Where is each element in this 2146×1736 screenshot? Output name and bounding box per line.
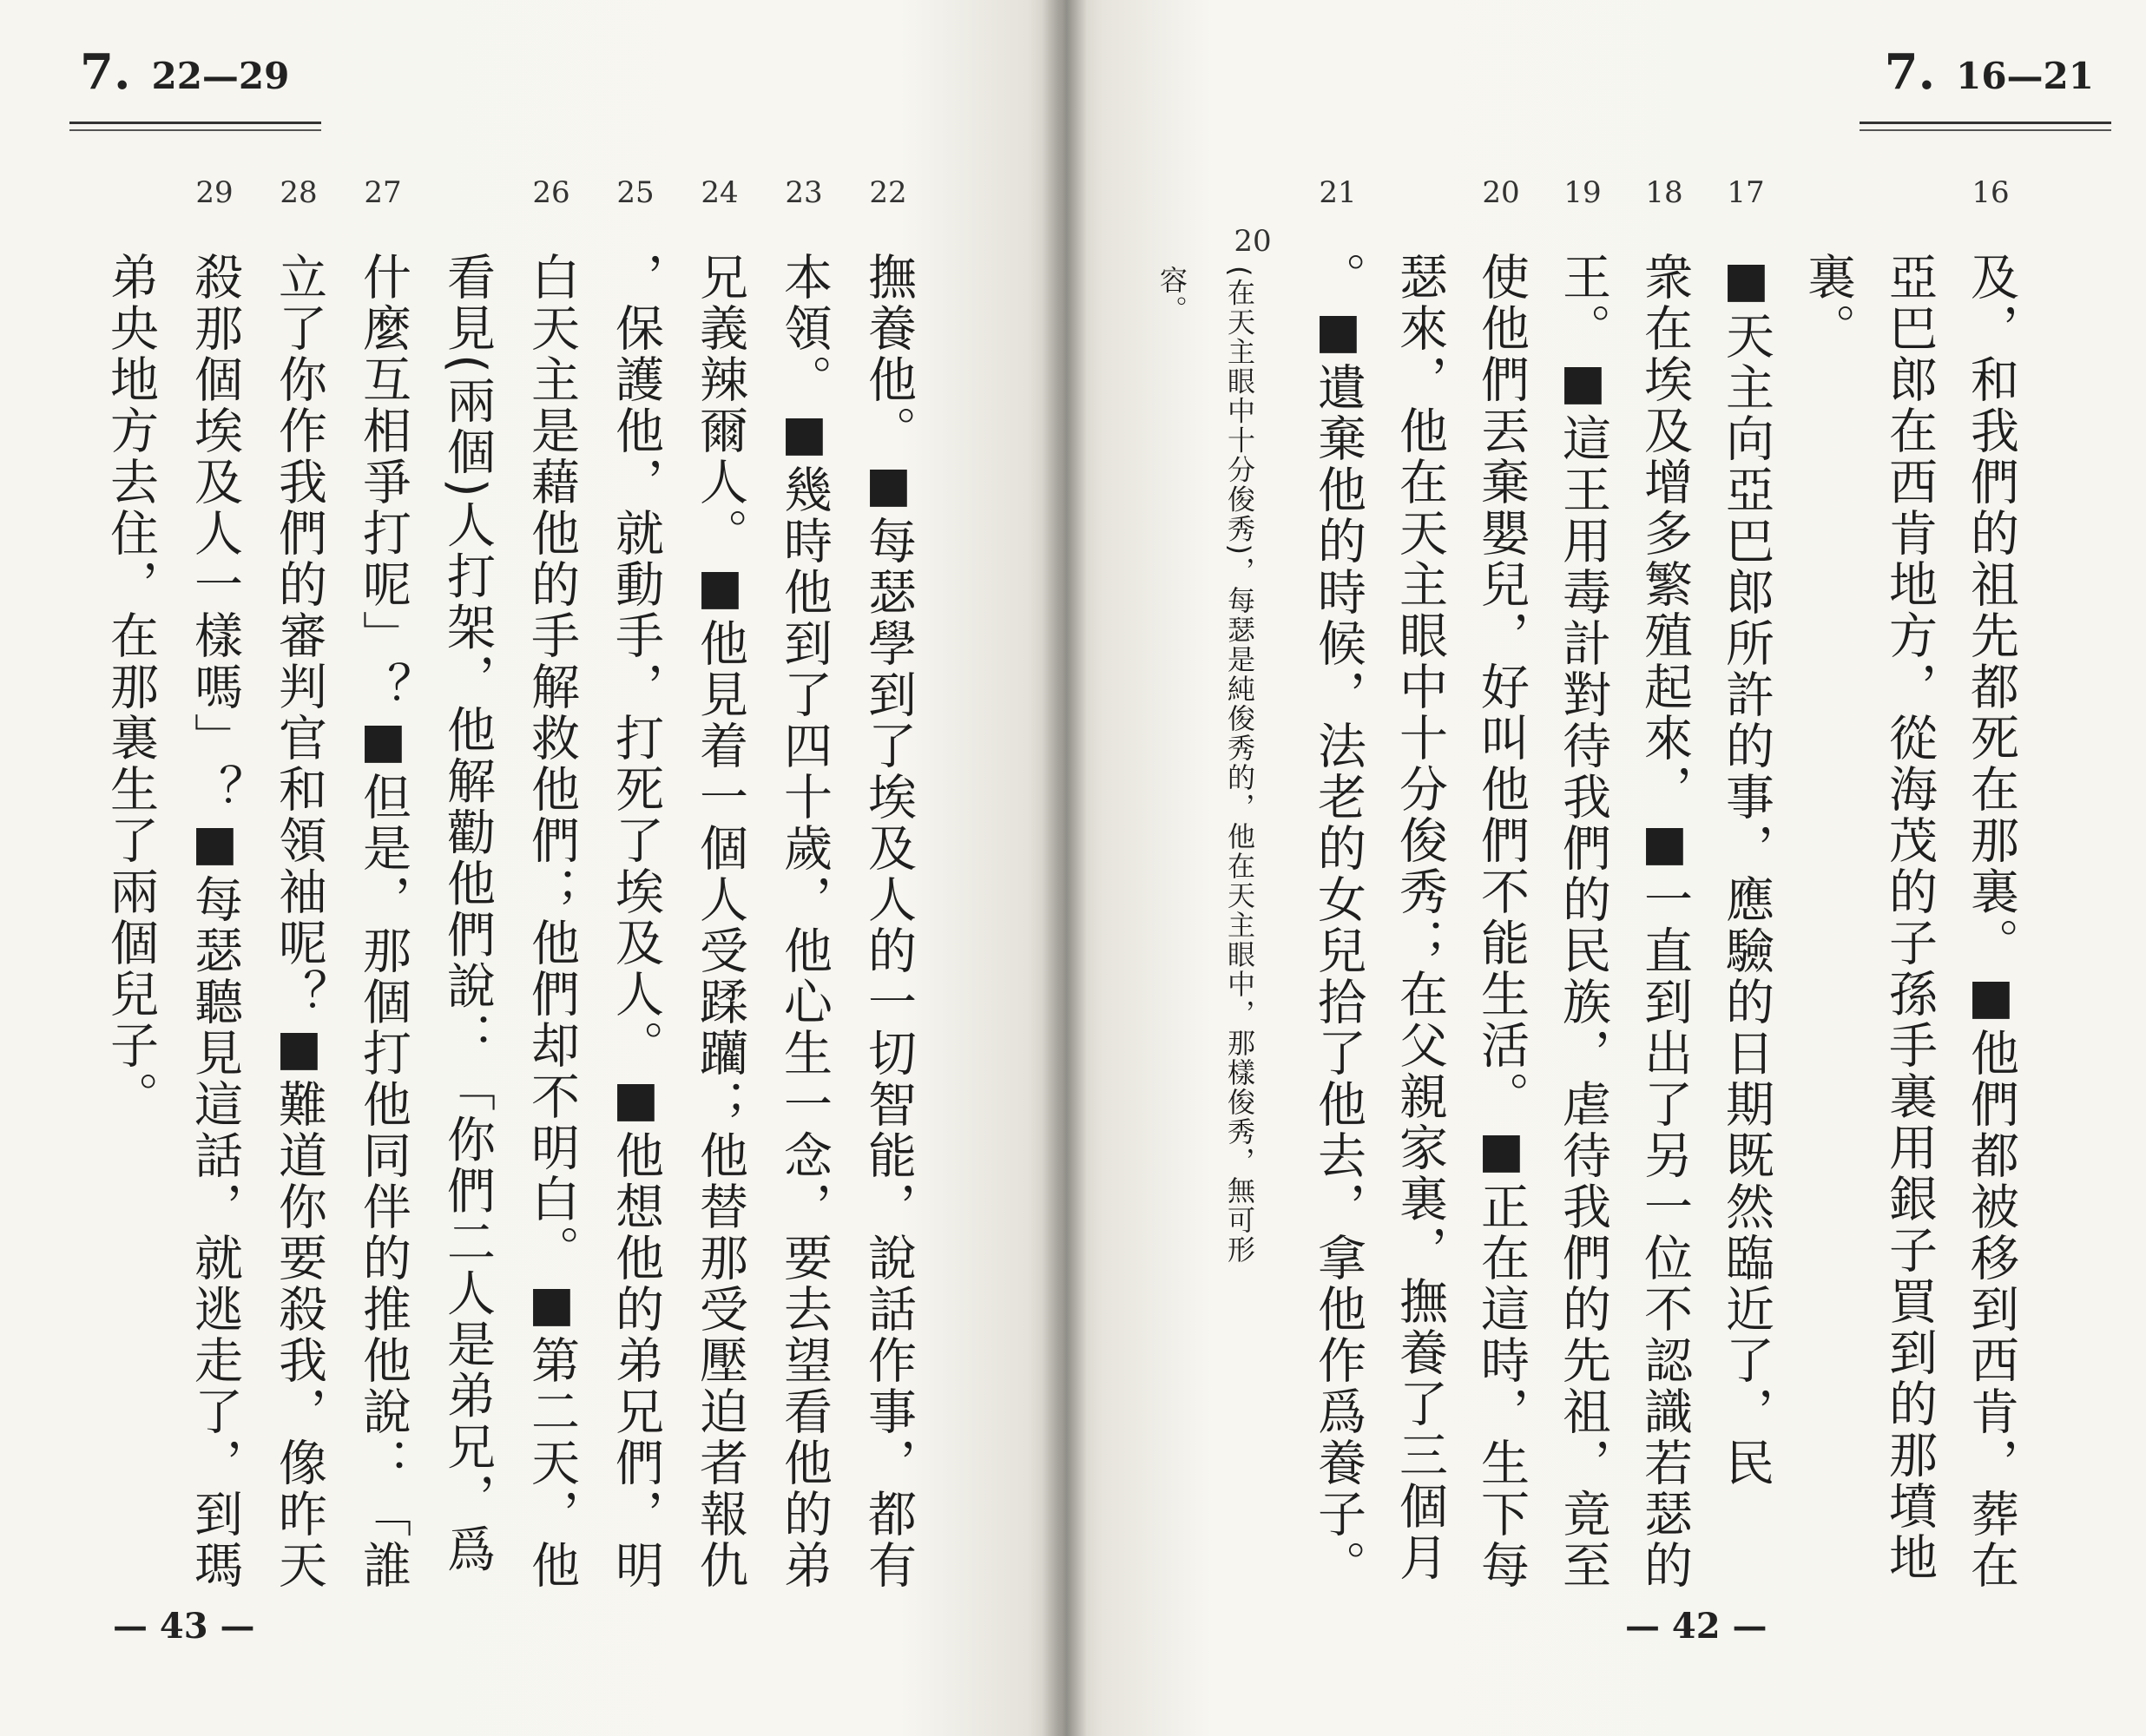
column-text: 及，和我們的祖先都死在那裏。■他們都被移到西肯，葬在 [1963, 252, 2019, 1591]
verse-number: 19 [1563, 175, 1602, 210]
text-column [1309, 168, 1366, 1591]
column-text: 殺那個埃及人一樣嗎」？■每瑟聽見這話，就逃走了，到瑪 [187, 252, 243, 1591]
footnote-marker: 20 [1234, 224, 1272, 259]
column-text: 使他們丟棄嬰兒，好叫他們不能生活。■正在這時，生下每 [1473, 252, 1530, 1591]
chapter-number: 7. [80, 43, 131, 101]
header-rule [69, 122, 321, 131]
verse-number [1880, 168, 1938, 217]
verse-number: 16 [1972, 175, 2010, 210]
verse-number: 29 [195, 175, 234, 210]
column-text: 立了你作我們的審判官和領袖呢？■難道你要殺我，像昨天 [271, 252, 327, 1591]
text-column [1554, 168, 1611, 1591]
text-column [102, 168, 159, 1122]
verse-number: 28 [280, 175, 318, 210]
column-text: 王。■這王用毒計對待我們的民族，虐待我們的先祖，竟至 [1555, 252, 1611, 1591]
right-page [1059, 0, 2146, 1736]
page-number: — 42 — [1625, 1606, 1767, 1647]
text-column [691, 168, 748, 1591]
column-text: 撫養他。■每瑟學到了埃及人的一切智能，說話作事，都有 [860, 252, 917, 1591]
column-text: 瑟來，他在天主眼中十分俊秀；在父親家裏，撫養了三個月 [1392, 252, 1448, 1583]
column-text: 看見(兩個)人打架，他解勸他們說：「你們二人是弟兄，爲 [439, 252, 496, 1575]
column-text: 本領。■幾時他到了四十歲，他心生一念，要去望看他的弟 [776, 252, 833, 1591]
column-text: 弟央地方去住，在那裏生了兩個兒子。 [102, 252, 159, 1122]
text-column [859, 168, 917, 1591]
verse-number: 24 [701, 175, 739, 210]
verse-range: 22—29 [151, 55, 290, 97]
verse-number [102, 168, 159, 217]
header-rule [1860, 122, 2111, 131]
text-column [775, 168, 833, 1591]
right-page-header [1885, 43, 2094, 101]
verse-number: 27 [364, 175, 402, 210]
text-column [1880, 168, 1938, 1583]
verse-range: 16—21 [1956, 55, 2094, 97]
text-column [1636, 168, 1693, 1591]
column-text: 什麼互相爭打呢」？■但是，那個打他同伴的推他說：「誰 [355, 252, 411, 1591]
footnote-continuation [1156, 266, 1219, 325]
column-text: ■天主向亞巴郎所許的事，應驗的日期既然臨近了，民 [1718, 252, 1774, 1489]
verse-number: 20 [1482, 175, 1520, 210]
verse-number: 26 [532, 175, 570, 210]
text-column [186, 168, 243, 1591]
column-text: ，保護他，就動手，打死了埃及人。■他想他的弟兄們，明 [608, 252, 664, 1591]
column-text: 兄義辣爾人。■他見着一個人受蹂躪；他替那受壓迫者報仇 [692, 252, 748, 1591]
column-text: 亞巴郎在西肯地方，從海茂的子孫手裏用銀子買到的那墳地 [1881, 252, 1938, 1583]
column-text: 。■遺棄他的時候，法老的女兒拾了他去，拿他作爲養子。 [1310, 252, 1366, 1591]
verse-number [1799, 168, 1856, 217]
left-page-header [80, 43, 289, 101]
text-column [1472, 168, 1530, 1591]
book-gutter [1042, 0, 1087, 1736]
column-text: 衆在埃及增多繁殖起來，■一直到出了另一位不認識若瑟的 [1636, 252, 1693, 1591]
verse-number: 21 [1319, 175, 1357, 210]
text-column [1391, 168, 1448, 1583]
text-column [523, 168, 580, 1591]
text-column [438, 168, 496, 1575]
page-number: — 43 — [113, 1606, 255, 1647]
text-column [607, 168, 664, 1591]
text-column [1962, 168, 2019, 1591]
chapter-number: 7. [1884, 43, 1936, 101]
text-column [1717, 168, 1774, 1489]
text-column [354, 168, 411, 1591]
left-page [0, 0, 1059, 1736]
footnote-text: 容。 [1155, 266, 1188, 325]
column-text: 裏。 [1800, 252, 1856, 354]
column-text: 白天主是藉他的手解救他們；他們却不明白。■第二天，他 [523, 252, 580, 1591]
text-column [270, 168, 327, 1591]
verse-number [1391, 168, 1448, 217]
text-column [1799, 168, 1856, 354]
verse-number [438, 168, 496, 217]
verse-number: 22 [869, 175, 907, 210]
verse-number: 23 [785, 175, 823, 210]
verse-number: 17 [1727, 175, 1765, 210]
verse-number: 25 [616, 175, 655, 210]
footnote-text: (在天主眼中十分俊秀)，每瑟是純俊秀的，他在天主眼中，那樣俊秀，無可形 [1223, 266, 1256, 1265]
footnote [1224, 217, 1287, 1265]
verse-number: 18 [1645, 175, 1683, 210]
